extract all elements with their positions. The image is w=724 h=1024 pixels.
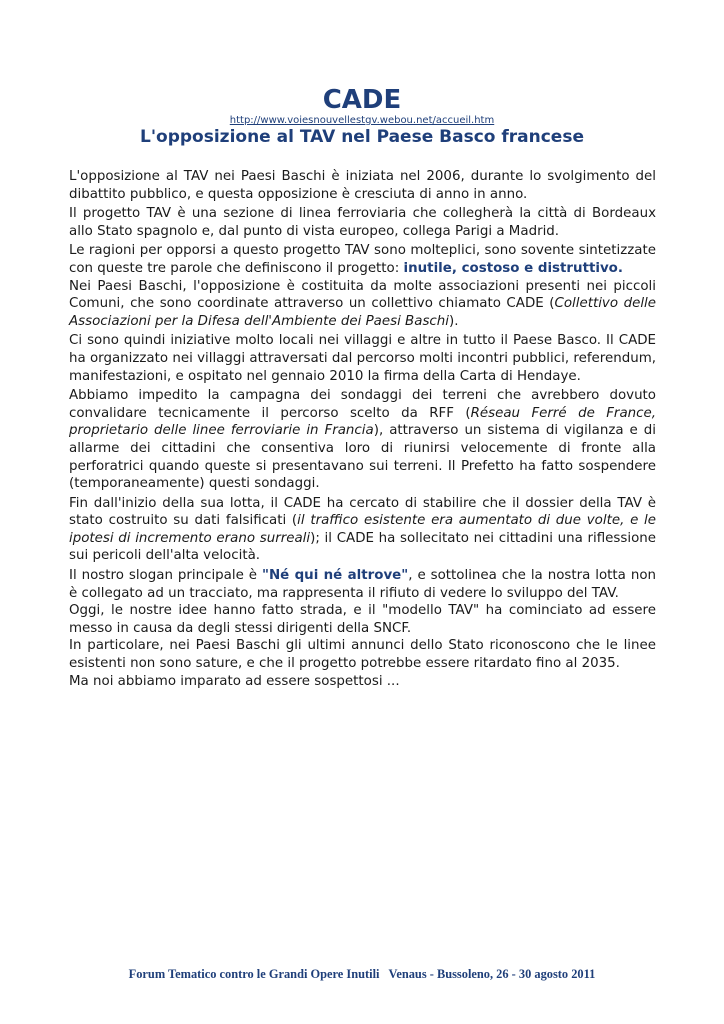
document-title: CADE	[322, 85, 402, 115]
paragraph-4	[69, 278, 656, 331]
page-footer: Forum Tematico contro le Grandi Opere Inutili Venaus - Bussoleno, 26 - 30 agosto 2011	[128, 967, 596, 981]
paragraph-6-end: ), attraverso un sistema di vigilanza e di allarme dei cittadini che consentiva loro di riunirsi velocemente di fronte alla perforatrici quando queste si presentavano sui terreni. Il Prefetto ha fatto sospendere (temporaneamente) questi sondaggi.	[69, 423, 657, 492]
paragraph-7-end: ); il CADE ha sollecitato nei cittadini una riflessione sui pericoli dell'alta velocità.	[69, 530, 656, 564]
paragraph-8-slogan: "Né qui né altrove"	[261, 568, 409, 584]
paragraph-4-italic: Collettivo delle Associazioni per la Difesa dell'Ambiente dei Paesi Baschi	[69, 296, 656, 329]
paragraph-3-emphasis: inutile, costoso e distruttivo.	[403, 260, 623, 276]
paragraph-10: In particolare, nei Paesi Baschi gli ultimi annunci dello Stato riconoscono che le linee esistenti non sono sature, e che il progetto potrebbe essere ritardato fino al 2035.	[69, 638, 656, 672]
paragraph-7-italic: il traffico esistente era aumentato di due volte, e le ipotesi di incremento erano surreali	[69, 513, 656, 546]
paragraph-8	[69, 567, 656, 602]
paragraph-4-end: ).	[449, 313, 459, 329]
paragraph-7-text: Fin dall'inizio della sua lotta, il CADE ha cercato di stabilire che il dossier della TAV è stato costruito su dati falsificati (	[69, 495, 656, 529]
paragraph-8-text: Il nostro slogan principale è	[69, 568, 262, 584]
paragraph-3	[69, 242, 656, 277]
paragraph-6-text: Abbiamo impedito la campagna dei sondaggi dei terreni che avrebbero dovuto convalidare tecnicamente il percorso scelto da RFF (	[69, 388, 656, 421]
source-url-link[interactable]: http://www.voiesnouvellestgv.webou.net/accueil.htm	[229, 115, 495, 126]
paragraph-3-text: Le ragioni per opporsi a questo progetto TAV sono molteplici, sono sovente sintetizzate con queste tre parole che definiscono il progetto:	[69, 243, 656, 276]
paragraph-9: Oggi, le nostre idee hanno fatto strada, e il "modello TAV" ha cominciato ad essere messo in causa da degli stessi dirigenti della SNCF.	[69, 603, 656, 636]
paragraph-5: Ci sono quindi iniziative molto locali nei villaggi e altre in tutto il Paese Basco. Il CADE ha organizzato nei villaggi attraversati dal percorso molti incontri pubblici, referendum, manifestazioni, e ospitato nel gennaio 2010 la firma della Carta di Hendaye.	[69, 333, 656, 384]
article-body	[69, 166, 656, 690]
paragraph-11: Ma noi abbiamo imparato ad essere sospettosi ...	[69, 673, 400, 689]
paragraph-6	[69, 387, 656, 493]
paragraph-8-end: , e sottolinea che la nostra lotta non è collegato ad un tracciato, ma rappresenta il rifiuto di vedere lo sviluppo del TAV.	[69, 568, 656, 601]
paragraph-6-italic: Réseau Ferré de France, proprietario delle linee ferroviarie in Francia	[69, 405, 656, 439]
paragraph-1: L'opposizione al TAV nei Paesi Baschi è iniziata nel 2006, durante lo svolgimento del dibattito pubblico, e questa opposizione è cresciuta di anno in anno.	[69, 169, 656, 202]
document-subtitle: L'opposizione al TAV nel Paese Basco francese	[140, 127, 584, 147]
paragraph-2: Il progetto TAV è una sezione di linea ferroviaria che collegherà la città di Bordeaux allo Stato spagnolo e, dal punto di vista europeo, collega Parigi a Madrid.	[69, 206, 656, 239]
paragraph-7	[69, 495, 656, 565]
paragraph-4-text: Nei Paesi Baschi, l'opposizione è costituita da molte associazioni presenti nei piccoli Comuni, che sono coordinate attraverso un collettivo chiamato CADE (	[69, 278, 656, 312]
